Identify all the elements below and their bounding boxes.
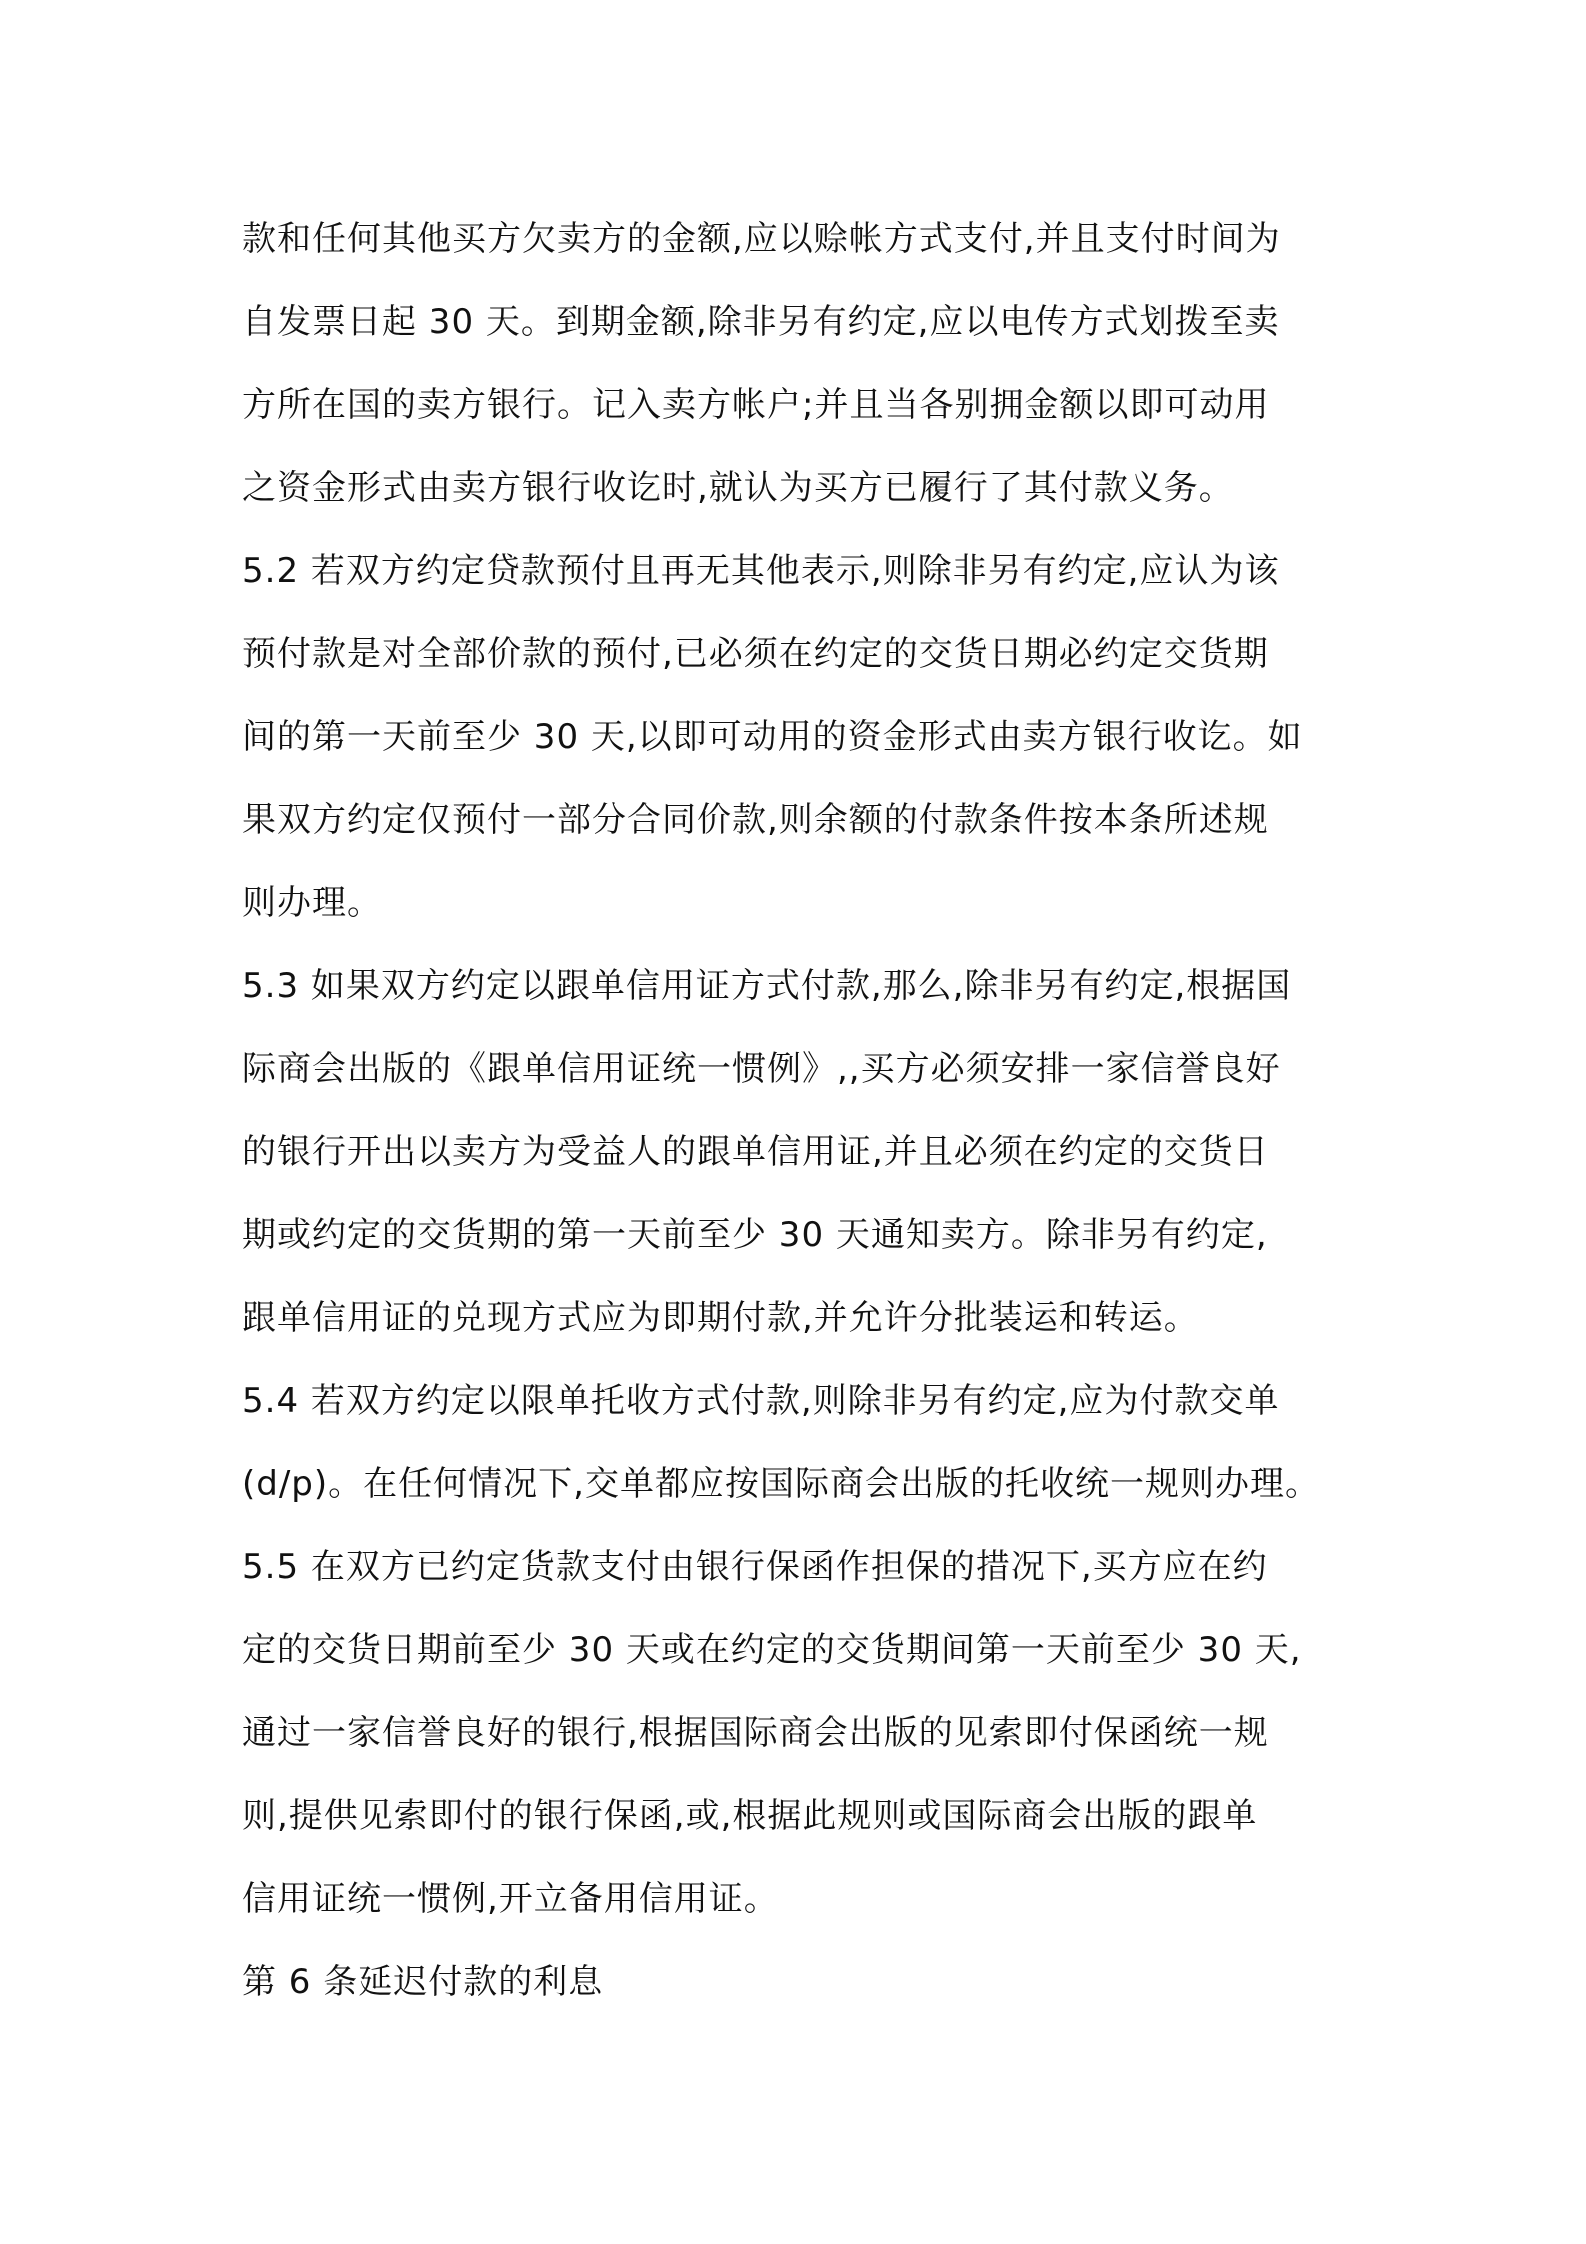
text-line-16: (d/p)。在任何情况下,交单都应按国际商会出版的托收统一规则办理。 [242,1464,1320,1504]
text-line-10: 5.3 如果双方约定以跟单信用证方式付款,那么,除非另有约定,根据国 [242,966,1292,1006]
text-line-3: 方所在国的卖方银行。记入卖方帐户;并且当各别拥金额以即可动用 [242,385,1270,425]
text-line-19: 通过一家信誉良好的银行,根据国际商会出版的见索即付保函统一规 [242,1713,1269,1753]
text-line-7: 间的第一天前至少 30 天,以即可动用的资金形式由卖方银行收讫。如 [242,717,1303,757]
text-line-8: 果双方约定仅预付一部分合同价款,则余额的付款条件按本条所述规 [242,800,1269,840]
text-line-21: 信用证统一惯例,开立备用信用证。 [242,1879,779,1919]
text-line-17: 5.5 在双方已约定货款支付由银行保函作担保的措况下,买方应在约 [242,1547,1268,1587]
document-body [242,198,1382,2024]
text-line-5: 5.2 若双方约定贷款预付且再无其他表示,则除非另有约定,应认为该 [242,551,1280,591]
text-line-4: 之资金形式由卖方银行收讫时,就认为买方已履行了其付款义务。 [242,468,1234,508]
text-line-20: 则,提供见索即付的银行保函,或,根据此规则或国际商会出版的跟单 [242,1796,1258,1836]
text-line-22: 第 6 条延迟付款的利息 [242,1962,604,2002]
text-line-9: 则办理。 [242,883,382,923]
text-line-18: 定的交货日期前至少 30 天或在约定的交货期间第一天前至少 30 天, [242,1630,1302,1670]
text-line-12: 的银行开出以卖方为受益人的跟单信用证,并且必须在约定的交货日 [242,1132,1269,1172]
text-line-6: 预付款是对全部价款的预付,已必须在约定的交货日期必约定交货期 [242,634,1269,674]
text-line-14: 跟单信用证的兑现方式应为即期付款,并允许分批装运和转运。 [242,1298,1199,1338]
text-line-1: 款和任何其他买方欠卖方的金额,应以赊帐方式支付,并且支付时间为 [242,219,1281,259]
text-line-15: 5.4 若双方约定以限单托收方式付款,则除非另有约定,应为付款交单 [242,1381,1280,1421]
text-line-11: 际商会出版的《跟单信用证统一惯例》,,买方必须安排一家信誉良好 [242,1049,1281,1089]
text-line-2: 自发票日起 30 天。到期金额,除非另有约定,应以电传方式划拨至卖 [242,302,1280,342]
text-line-13: 期或约定的交货期的第一天前至少 30 天通知卖方。除非另有约定, [242,1215,1268,1255]
